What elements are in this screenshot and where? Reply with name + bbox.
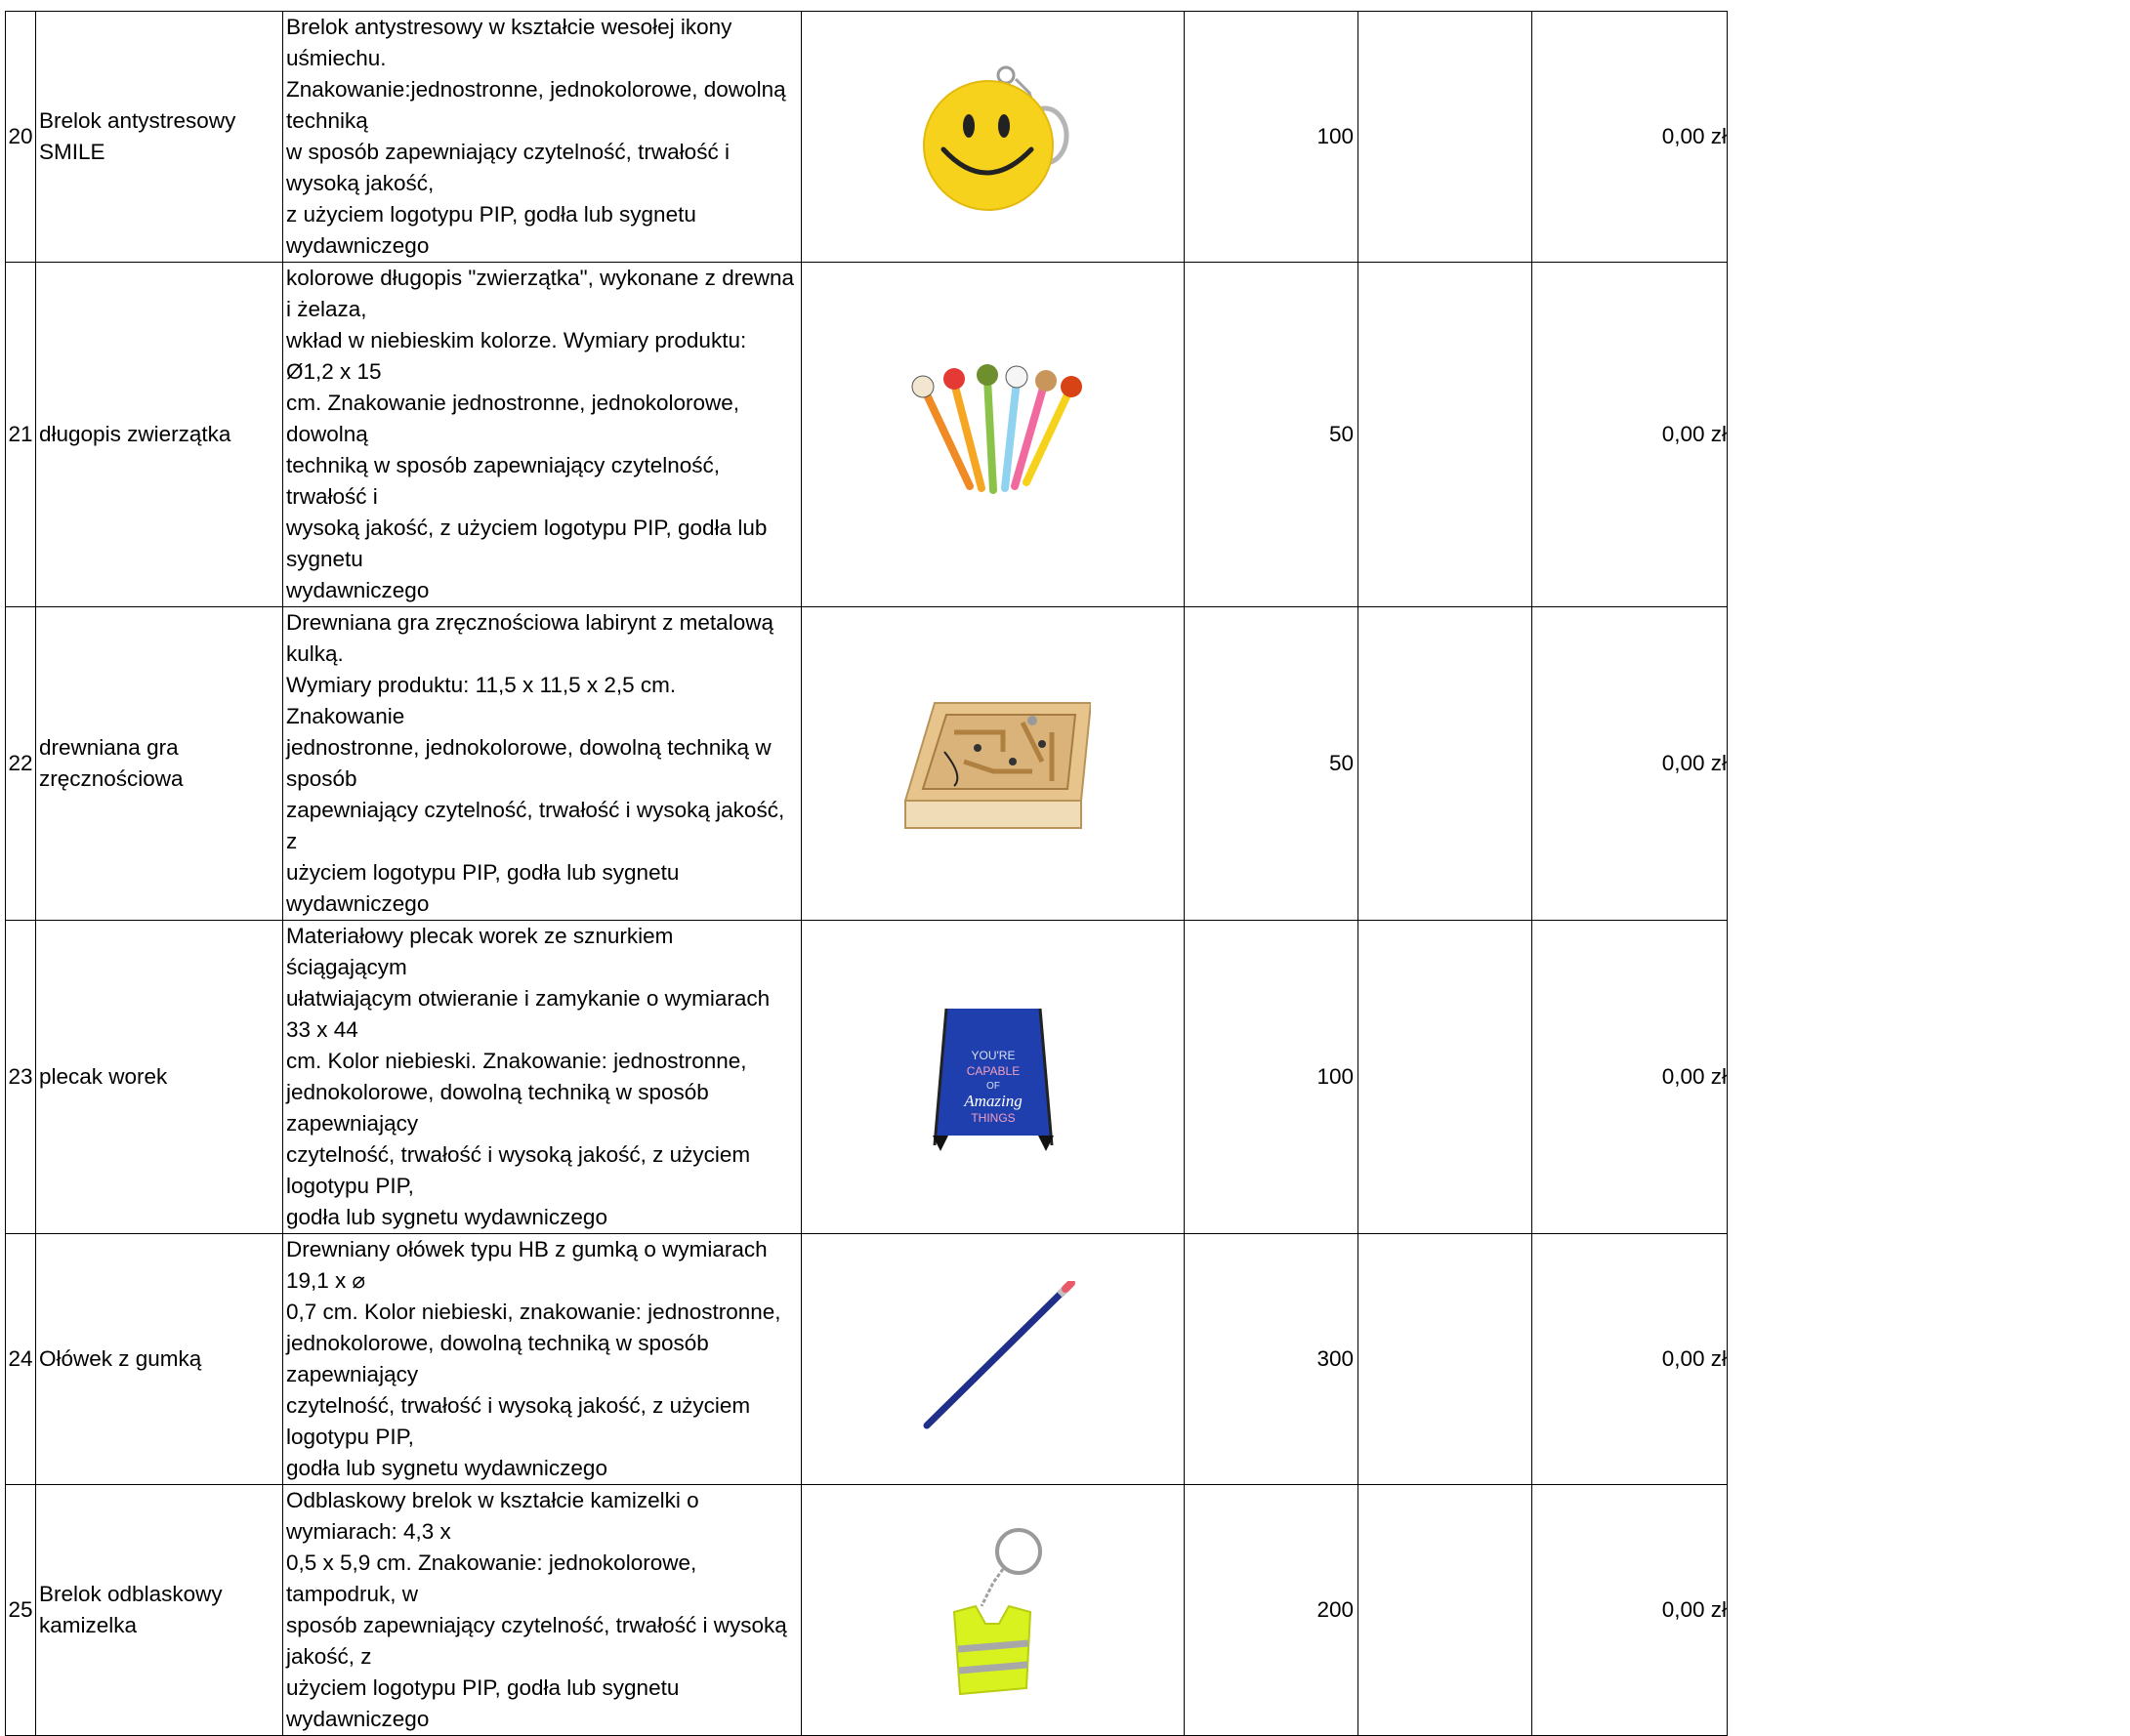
description-line: z użyciem logotypu PIP, godła lub sygnetu wydawniczego [286,202,696,258]
empty-cell [1358,1485,1532,1736]
product-image-cell [802,1485,1185,1736]
empty-cell [1358,263,1532,607]
quantity: 100 [1185,921,1358,1234]
bag-print-line: Amazing [963,1092,1023,1110]
product-name: drewniana gra zręcznościowa [36,607,283,921]
table-row [6,921,1728,1234]
row-number: 25 [6,1485,36,1736]
description-line: techniką w sposób zapewniający czytelność, trwałość i [286,453,720,509]
row-number: 21 [6,263,36,607]
price: 0,00 zł [1532,1234,1728,1485]
product-image-cell [802,1234,1185,1485]
product-image-cell [802,607,1185,921]
quantity: 50 [1185,607,1358,921]
product-name: Brelok odblaskowy kamizelka [36,1485,283,1736]
products-table [5,11,1728,1736]
description-line: cm. Znakowanie jednostronne, jednokolorowe, dowolną [286,391,740,446]
table-row [6,1234,1728,1485]
product-description [283,1234,802,1485]
description-line: ułatwiającym otwieranie i zamykanie o wymiarach 33 x 44 [286,986,771,1042]
description-line: cm. Kolor niebieski. Znakowanie: jednostronne, [286,1049,747,1073]
quantity: 100 [1185,12,1358,263]
product-image-cell [802,12,1185,263]
quantity: 200 [1185,1485,1358,1736]
product-description [283,263,802,607]
description-line: jednokolorowe, dowolną techniką w sposób zapewniający [286,1080,709,1136]
product-name: Ołówek z gumką [36,1234,283,1485]
product-description [283,12,802,263]
price: 0,00 zł [1532,607,1728,921]
table-row [6,12,1728,263]
description-line: zapewniający czytelność, trwałość i wysoką jakość, z [286,798,785,853]
description-line: Wymiary produktu: 11,5 x 11,5 x 2,5 cm. Znakowanie [286,673,677,728]
empty-cell [1358,1234,1532,1485]
description-line: czytelność, trwałość i wysoką jakość, z użyciem logotypu PIP, [286,1393,751,1449]
description-line: jednostronne, jednokolorowe, dowolną techniką w sposób [286,735,772,791]
table-row [6,607,1728,921]
description-line: użyciem logotypu PIP, godła lub sygnetu wydawniczego [286,860,680,916]
price: 0,00 zł [1532,12,1728,263]
empty-cell [1358,607,1532,921]
table-row [6,1485,1728,1736]
quantity: 50 [1185,263,1358,607]
product-image-cell [802,921,1185,1234]
description-line: 0,7 cm. Kolor niebieski, znakowanie: jednostronne, [286,1300,781,1324]
description-line: 0,5 x 5,9 cm. Znakowanie: jednokolorowe, tampodruk, w [286,1550,697,1606]
bag-print-line: OF [985,1081,1000,1092]
product-description [283,921,802,1234]
empty-cell [1358,921,1532,1234]
product-description [283,1485,802,1736]
row-number: 23 [6,921,36,1234]
row-number: 20 [6,12,36,263]
quantity: 300 [1185,1234,1358,1485]
price: 0,00 zł [1532,263,1728,607]
description-line: czytelność, trwałość i wysoką jakość, z użyciem logotypu PIP, [286,1142,751,1198]
description-line: wydawniczego [286,578,430,602]
description-line: Drewniana gra zręcznościowa labirynt z metalową kulką. [286,610,773,666]
table-row [6,263,1728,607]
row-number: 22 [6,607,36,921]
description-line: Drewniany ołówek typu HB z gumką o wymiarach 19,1 x ⌀ [286,1237,768,1293]
animal-pens-icon [896,361,1091,508]
product-name: plecak worek [36,921,283,1234]
bag-print-line: YOU'RE [971,1049,1015,1062]
price: 0,00 zł [1532,921,1728,1234]
bag-print-line: THINGS [970,1111,1016,1125]
description-line: jednokolorowe, dowolną techniką w sposób zapewniający [286,1331,709,1386]
empty-cell [1358,12,1532,263]
price: 0,00 zł [1532,1485,1728,1736]
reflective-vest-keychain-icon [925,1522,1062,1698]
description-line: w sposób zapewniający czytelność, trwałość i wysoką jakość, [286,140,730,195]
product-description [283,607,802,921]
description-line: Odblaskowy brelok w kształcie kamizelki o wymiarach: 4,3 x [286,1488,699,1544]
description-line: Brelok antystresowy w kształcie wesołej ikony uśmiechu. [286,15,732,70]
description-line: godła lub sygnetu wydawniczego [286,1205,607,1229]
row-number: 24 [6,1234,36,1485]
description-line: kolorowe długopis "zwierzątka", wykonane z drewna i żelaza, [286,266,794,321]
pencil-icon [905,1281,1081,1437]
description-line: wysoką jakość, z użyciem logotypu PIP, godła lub sygnetu [286,516,768,571]
description-line: użyciem logotypu PIP, godła lub sygnetu wydawniczego [286,1675,680,1731]
description-line: Materiałowy plecak worek ze sznurkiem ściągającym [286,924,674,979]
product-name: długopis zwierzątka [36,263,283,607]
smiley-keychain-icon [910,60,1076,214]
description-line: Znakowanie:jednostronne, jednokolorowe, dowolną techniką [286,77,786,133]
description-line: godła lub sygnetu wydawniczego [286,1456,607,1480]
description-line: sposób zapewniający czytelność, trwałość i wysoką jakość, z [286,1613,787,1669]
description-line: wkład w niebieskim kolorze. Wymiary produktu: Ø1,2 x 15 [286,328,747,384]
wooden-maze-icon [896,693,1091,835]
bag-print-line: CAPABLE [966,1064,1020,1078]
product-name: Brelok antystresowy SMILE [36,12,283,263]
product-image-cell [802,263,1185,607]
drawstring-bag-icon [925,999,1062,1155]
